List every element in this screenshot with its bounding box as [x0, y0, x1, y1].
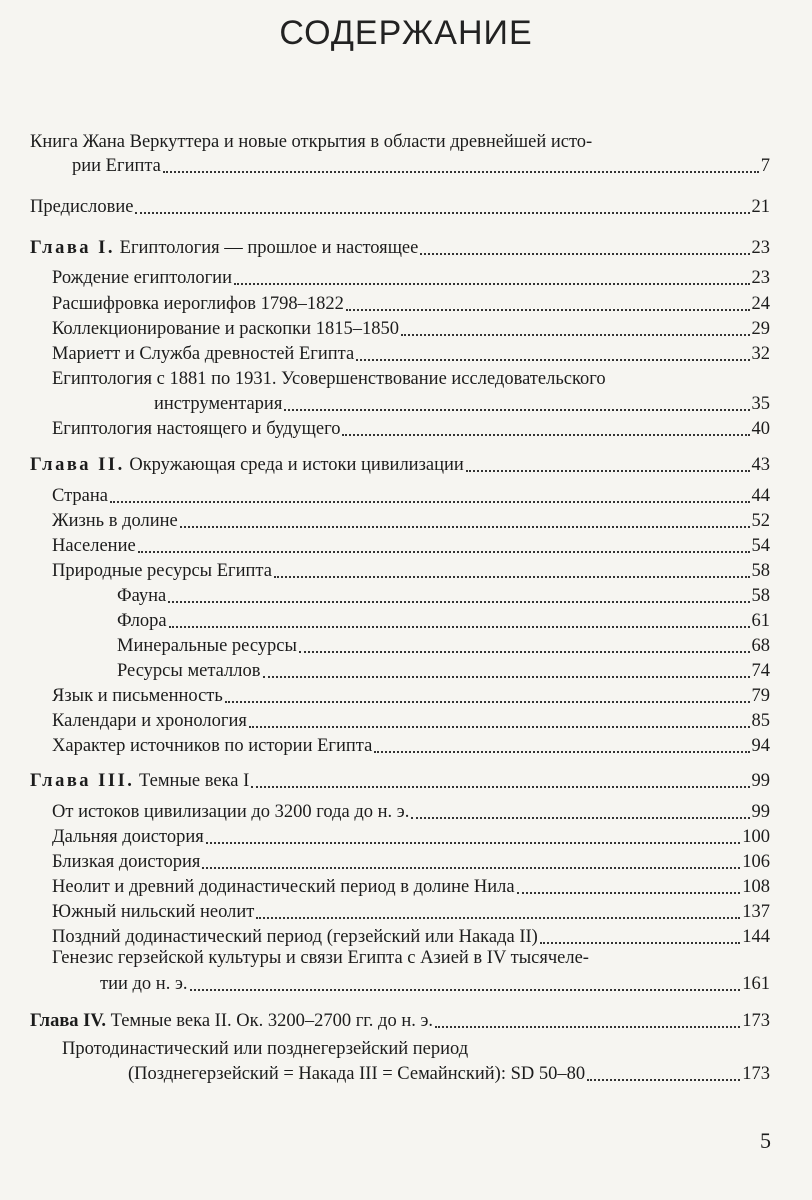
- toc-entry-label: Дальняя доистория: [52, 827, 204, 847]
- toc-entry-label: Близкая доистория: [52, 852, 201, 872]
- toc-entry-label: тии до н. э.: [100, 974, 188, 994]
- toc-entry-label: Жизнь в долине: [52, 511, 178, 531]
- leader-dots: [540, 942, 740, 944]
- toc-entry-label: Египтология настоящего и будущего: [52, 419, 341, 439]
- toc-page-number: 79: [751, 686, 770, 706]
- leader-dots: [202, 867, 740, 869]
- toc-subentry: [117, 634, 770, 658]
- toc-page-number: 161: [742, 974, 770, 994]
- toc-page-number: 21: [751, 197, 770, 217]
- toc-page-number: 106: [742, 852, 770, 872]
- toc-entry-label: инструментария: [154, 394, 283, 414]
- toc-page-number: 54: [751, 536, 770, 556]
- toc-page-number: 58: [751, 561, 770, 581]
- toc-page-number: 61: [751, 611, 770, 631]
- toc-entry-label: Мариетт и Служба древностей Египта: [52, 344, 355, 364]
- leader-dots: [587, 1079, 740, 1081]
- toc-entry-intro: [72, 154, 770, 178]
- leader-dots: [374, 751, 749, 753]
- toc-entry: [52, 534, 770, 558]
- toc-entry: [52, 292, 770, 316]
- toc-chapter-3: [30, 769, 770, 793]
- toc-entry-line1: Генезис герзейской культуры и связи Египта с Азией в IV тысячеле-: [52, 948, 589, 968]
- toc-entry-label: Минеральные ресурсы: [117, 636, 297, 656]
- toc-entry: [52, 709, 770, 733]
- toc-entry-line1: Протодинастический или позднегерзейский период: [62, 1039, 469, 1059]
- toc-entry-label: Поздний додинастический период (герзейский или Накада II): [52, 927, 538, 947]
- toc-page-number: 144: [742, 927, 770, 947]
- leader-dots: [249, 726, 750, 728]
- toc-entry-label: (Позднегерзейский = Накада III = Семайнский): SD 50–80: [128, 1064, 586, 1084]
- toc-entry: [52, 417, 770, 441]
- toc-entry-label: Флора: [117, 611, 167, 631]
- chapter-title: Египтология — прошлое и настоящее: [115, 238, 419, 258]
- leader-dots: [190, 989, 741, 991]
- toc-chapter-2: [30, 453, 770, 477]
- toc-subentry: [117, 659, 770, 683]
- leader-dots: [138, 551, 750, 553]
- toc-entry-label: Ресурсы металлов: [117, 661, 261, 681]
- leader-dots: [263, 676, 750, 678]
- toc-page-number: 23: [751, 238, 770, 258]
- toc-entry: [154, 392, 770, 416]
- toc-entry-label: Язык и письменность: [52, 686, 223, 706]
- toc-entry-label: Коллекционирование и раскопки 1815–1850: [52, 319, 399, 339]
- chapter-prefix: Глава III.: [30, 771, 135, 791]
- leader-dots: [466, 470, 750, 472]
- toc-entry: [52, 875, 770, 899]
- leader-dots: [401, 334, 750, 336]
- toc-entry: [52, 684, 770, 708]
- leader-dots: [180, 526, 750, 528]
- toc-page-number: 40: [751, 419, 770, 439]
- leader-dots: [169, 626, 750, 628]
- chapter-prefix: Глава II.: [30, 455, 125, 475]
- toc-entry-label: Фауна: [117, 586, 167, 606]
- toc-page-number: 173: [742, 1011, 770, 1031]
- toc-page-number: 44: [751, 486, 770, 506]
- leader-dots: [168, 601, 749, 603]
- toc-chapter-1: [30, 236, 770, 260]
- leader-dots: [435, 1026, 740, 1028]
- toc-page-number: 108: [742, 877, 770, 897]
- toc-entry-label: От истоков цивилизации до 3200 года до н. э.: [52, 802, 410, 822]
- leader-dots: [274, 576, 750, 578]
- leader-dots: [284, 409, 749, 411]
- leader-dots: [420, 253, 749, 255]
- toc-entry-label: Страна: [52, 486, 108, 506]
- toc-entry: [52, 509, 770, 533]
- leader-dots: [163, 171, 759, 173]
- toc-entry-label: Расшифровка иероглифов 1798–1822: [52, 294, 344, 314]
- toc-page-number: 94: [751, 736, 770, 756]
- toc-entry: [52, 800, 770, 824]
- toc-page-number: 7: [760, 156, 770, 176]
- leader-dots: [411, 817, 749, 819]
- toc-page-number: 99: [751, 771, 770, 791]
- toc-page-number: 32: [751, 344, 770, 364]
- toc-subentry: [117, 584, 770, 608]
- toc-entry-label: Природные ресурсы Египта: [52, 561, 272, 581]
- leader-dots: [225, 701, 750, 703]
- toc-entry-label: Неолит и древний додинастический период в долине Нила: [52, 877, 515, 897]
- toc-entry-label: Южный нильский неолит: [52, 902, 255, 922]
- toc-entry: [52, 317, 770, 341]
- toc-entry-label: Население: [52, 536, 136, 556]
- toc-page-number: 24: [751, 294, 770, 314]
- toc-entry-label: Характер источников по истории Египта: [52, 736, 373, 756]
- toc-chapter-4: [30, 1009, 770, 1033]
- chapter-prefix: Глава I.: [30, 238, 116, 258]
- toc-page-number: 85: [751, 711, 770, 731]
- toc-page-number: 43: [751, 455, 770, 475]
- leader-dots: [299, 651, 750, 653]
- toc-page-number: 23: [751, 268, 770, 288]
- toc-entry: [52, 484, 770, 508]
- toc-page-number: 100: [742, 827, 770, 847]
- toc-page-number: 99: [751, 802, 770, 822]
- leader-dots: [342, 434, 749, 436]
- toc-entry-label: рии Египта: [72, 156, 161, 176]
- toc-entry: [100, 972, 770, 996]
- leader-dots: [234, 283, 750, 285]
- leader-dots: [356, 359, 749, 361]
- leader-dots: [346, 309, 750, 311]
- toc-page-number: 35: [751, 394, 770, 414]
- toc-entry-intro-line1: Книга Жана Веркуттера и новые открытия в области древнейшей исто-: [30, 132, 593, 152]
- toc-page-number: 173: [742, 1064, 770, 1084]
- toc-page-number: 52: [751, 511, 770, 531]
- leader-dots: [135, 212, 749, 214]
- chapter-title: Темные века II. Ок. 3200–2700 гг. до н. э.: [105, 1011, 434, 1031]
- toc-entry-label: Рождение египтологии: [52, 268, 232, 288]
- page-title: СОДЕРЖАНИЕ: [279, 14, 533, 52]
- toc-entry: [52, 559, 770, 583]
- toc-page-number: 137: [742, 902, 770, 922]
- page-number: 5: [760, 1128, 771, 1153]
- toc-page-number: 58: [751, 586, 770, 606]
- toc-entry: [128, 1062, 770, 1086]
- toc-entry-line1: Египтология с 1881 по 1931. Усовершенствование исследовательского: [52, 369, 606, 389]
- toc-page-number: 68: [751, 636, 770, 656]
- toc-entry: [52, 900, 770, 924]
- toc-entry: [52, 734, 770, 758]
- toc-entry: [52, 342, 770, 366]
- leader-dots: [251, 786, 749, 788]
- toc-page-number: 74: [751, 661, 770, 681]
- leader-dots: [206, 842, 741, 844]
- toc-entry-preface: [30, 195, 770, 219]
- leader-dots: [110, 501, 750, 503]
- toc-entry-label: Предисловие: [30, 197, 134, 217]
- leader-dots: [256, 917, 740, 919]
- chapter-title: Окружающая среда и истоки цивилизации: [124, 455, 464, 475]
- leader-dots: [517, 892, 741, 894]
- toc-entry: [52, 825, 770, 849]
- toc-entry: [52, 850, 770, 874]
- toc-page-number: 29: [751, 319, 770, 339]
- toc-subentry: [117, 609, 770, 633]
- chapter-prefix: Глава IV.: [30, 1011, 106, 1031]
- toc-entry: [52, 266, 770, 290]
- toc-entry-label: Календари и хронология: [52, 711, 247, 731]
- chapter-title: Темные века I: [134, 771, 250, 791]
